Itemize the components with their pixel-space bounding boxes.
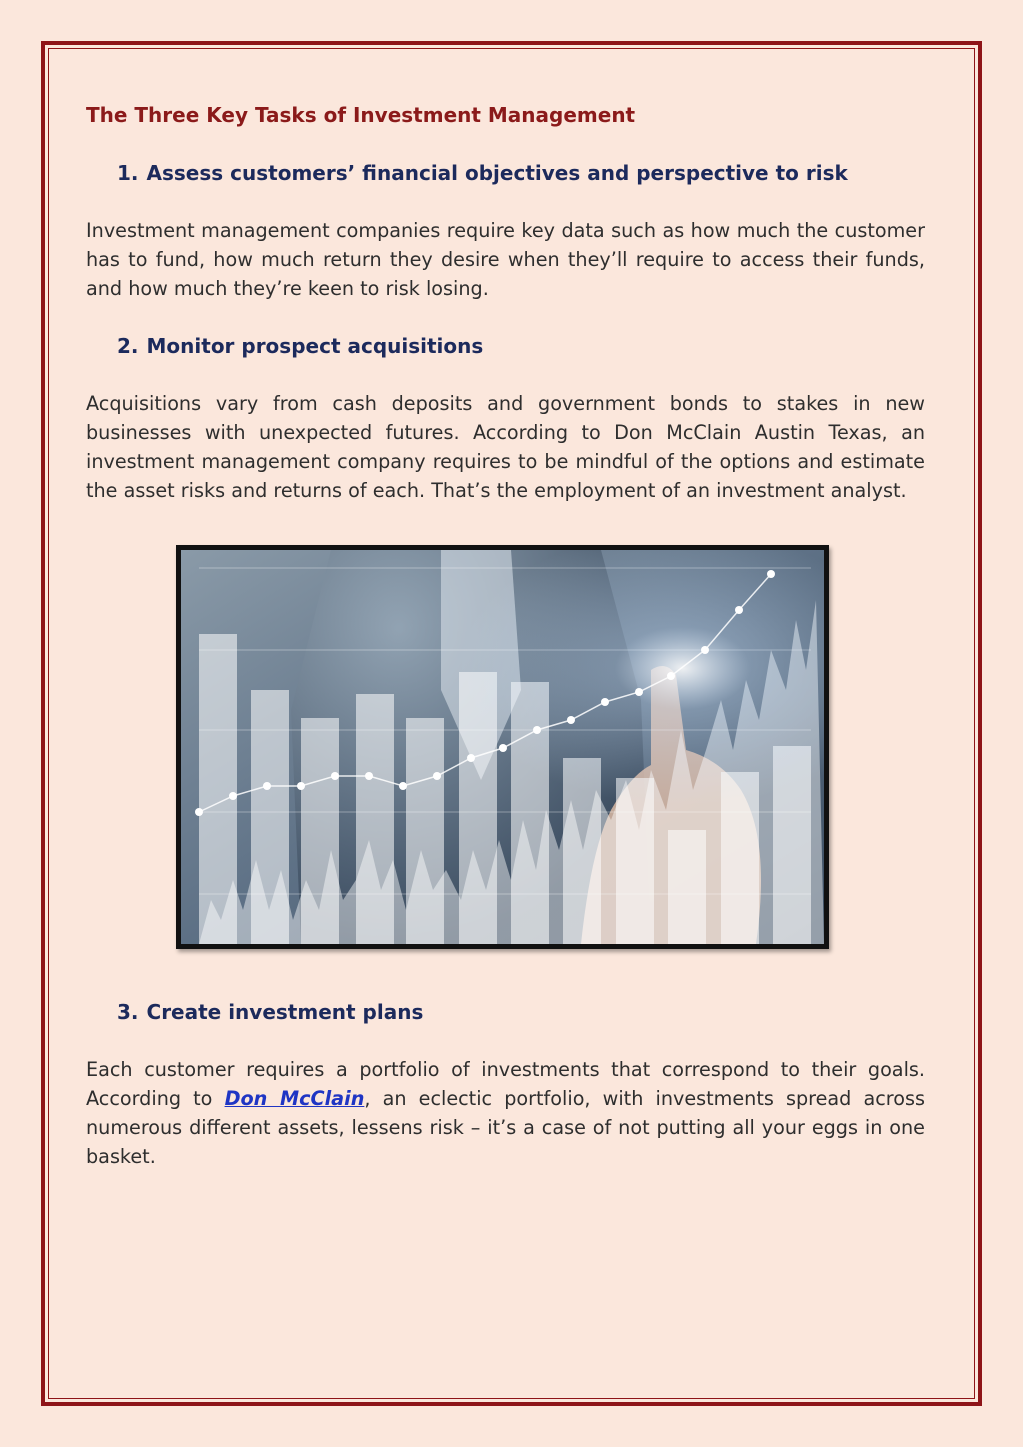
section-3-text-before-link: Each customer requires a portfolio of investments that correspond to their goals. According to [86,1058,925,1110]
section-1-heading-text: Assess customers’ financial objectives and perspective to risk [146,161,848,185]
section-3-paragraph [86,1055,925,1171]
section-1-number: 1. [117,161,139,185]
section-3-text-after-link: , an eclectic portfolio, with investments spread across numerous different assets, lessens risk – it’s a case of not putting all your eggs in one basket. [86,1087,925,1168]
stock-photo-hand-touching-chart [176,545,829,949]
section-1-paragraph: Investment management companies require key data such as how much the customer has to fund, how much return they desire when they’ll require to access their funds, and how much they’re keen to risk losing. [86,219,925,300]
section-2-number: 2. [117,334,139,358]
document-body [86,100,925,1171]
section-1-heading [86,158,925,188]
document-title: The Three Key Tasks of Investment Management [86,103,636,127]
section-3-heading [86,997,925,1027]
section-2-paragraph: Acquisitions vary from cash deposits and government bonds to stakes in new businesses with unexpected futures. According to Don McClain Austin Texas, an investment management company requires to be mindful of the options and estimate the asset risks and returns of each. That’s the employment of an investment analyst. [86,392,925,502]
section-3-heading-text: Create investment plans [146,1000,424,1024]
section-3-number: 3. [117,1000,139,1024]
section-2-heading-text: Monitor prospect acquisitions [146,334,484,358]
section-2-heading [86,331,925,361]
don-mcclain-link[interactable]: Don McClain [224,1087,365,1110]
